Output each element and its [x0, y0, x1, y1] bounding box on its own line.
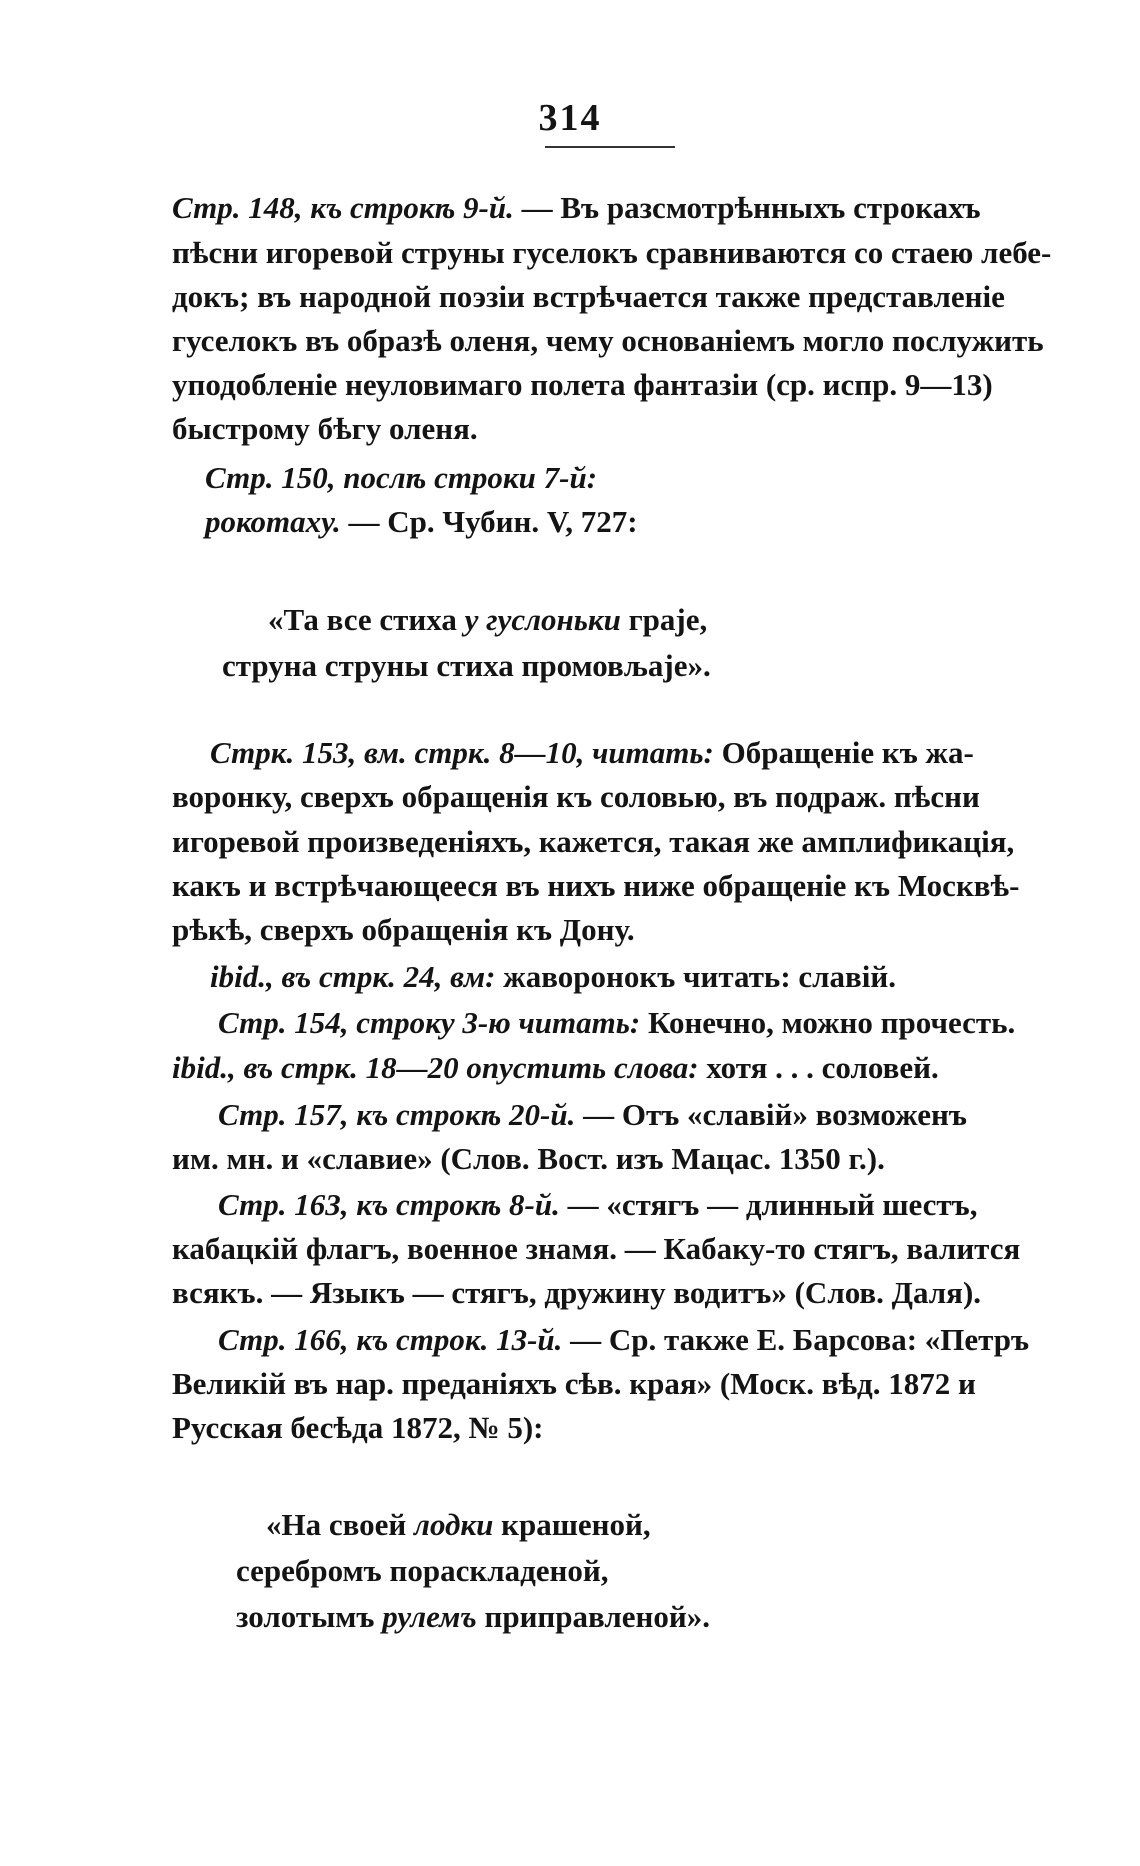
text-text: игоревой произведеніяхъ, кажется, такая же амплификація, — [172, 824, 1015, 859]
text-ital: Стр. 157, къ строкѣ 20-й. — [218, 1097, 576, 1132]
text-text: — Отъ «славій» возможенъ — [575, 1097, 967, 1132]
verse-line — [236, 1551, 609, 1591]
text-line — [172, 1273, 981, 1313]
text-ital: Стр. 166, къ строк. 13-й. — [218, 1322, 563, 1357]
text-ital: Стр. 150, послѣ строки 7-й: — [205, 460, 598, 495]
text-line — [172, 188, 981, 228]
text-line — [172, 1048, 939, 1088]
text-line — [210, 957, 896, 997]
text-line — [172, 277, 1005, 317]
header-rule — [545, 146, 675, 148]
text-line — [172, 321, 1044, 361]
verse-pre: золотымъ — [236, 1599, 383, 1634]
verse-post: граје, — [620, 602, 708, 637]
text-text: всякъ. — Языкъ — стягъ, дружину водитъ» (Слов. Даля). — [172, 1275, 982, 1310]
text-text: — Ср. также Е. Барсова: «Петръ — [562, 1322, 1030, 1357]
text-ital: Стр. 154, строку 3-ю читать: — [218, 1005, 641, 1040]
verse-post: приправленой». — [476, 1599, 710, 1634]
verse-line — [268, 600, 707, 640]
verse-line — [266, 1505, 651, 1545]
text-text: пѣсни игоревой струны гуселокъ сравниваются со стаею лебе- — [172, 235, 1052, 270]
text-line — [172, 777, 980, 817]
text-text: гуселокъ въ образѣ оленя, чему основаніемъ могло послужить — [172, 323, 1044, 358]
text-line — [172, 233, 1051, 273]
text-text: уподобленіе неуловимаго полета фантазіи (ср. испр. 9—13) — [172, 367, 993, 402]
verse-post: крашеной, — [493, 1507, 651, 1542]
verse-ital: рулемъ — [382, 1599, 477, 1634]
text-text: — Въ разсмотрѣнныхъ строкахъ — [513, 190, 981, 225]
text-line — [172, 910, 635, 950]
text-line — [205, 458, 597, 498]
text-text: Обращеніе къ жа- — [713, 735, 974, 770]
text-ital: ibid., въ стрк. 18—20 опустить слова: — [172, 1050, 699, 1085]
text-text: докъ; въ народной поэзіи встрѣчается также представленіе — [172, 279, 1005, 314]
text-text: быстрому бѣгу оленя. — [172, 411, 478, 446]
verse-line — [222, 646, 711, 686]
text-text: Конечно, можно прочесть. — [640, 1005, 1016, 1040]
text-line — [172, 1139, 885, 1179]
text-line — [218, 1095, 967, 1135]
text-text: кабацкій флагъ, военное знамя. — Кабаку-то стягъ, валится — [172, 1231, 1021, 1266]
text-ital: Стр. 148, къ строкѣ 9-й. — [172, 190, 514, 225]
text-ital: рокотаху. — [205, 504, 341, 539]
text-line — [218, 1003, 1015, 1043]
text-text: — «стягъ — длинный шестъ, — [559, 1187, 978, 1222]
text-text: жаворонокъ читать: славій. — [495, 959, 897, 994]
verse-ital: лодки — [414, 1507, 494, 1542]
text-line — [172, 1408, 544, 1448]
text-ital: ibid., въ стрк. 24, вм: — [210, 959, 496, 994]
page-number: 314 — [538, 97, 602, 139]
verse-line — [236, 1597, 710, 1637]
text-text: какъ и встрѣчающееся въ нихъ ниже обращеніе къ Москвѣ- — [172, 868, 1020, 903]
verse-pre: серебромъ пораскладеной, — [236, 1553, 609, 1588]
text-line — [172, 1364, 976, 1404]
text-line — [218, 1185, 977, 1225]
text-ital: Стрк. 153, вм. стрк. 8—10, читать: — [210, 735, 714, 770]
verse-pre: струна струны стиха промовљаје». — [222, 648, 711, 683]
text-text: — Ср. Чубин. V, 727: — [340, 504, 638, 539]
text-text: рѣкѣ, сверхъ обращенія къ Дону. — [172, 912, 635, 947]
text-text: хотя . . . соловей. — [698, 1050, 939, 1085]
text-line — [205, 502, 638, 542]
text-line — [172, 866, 1019, 906]
text-line — [172, 409, 478, 449]
text-line — [210, 733, 974, 773]
verse-pre: «Та все стиха — [268, 602, 465, 637]
text-text: Великій въ нар. преданіяхъ сѣв. края» (Моск. вѣд. 1872 и — [172, 1366, 976, 1401]
text-text: воронку, сверхъ обращенія къ соловью, въ подраж. пѣсни — [172, 779, 980, 814]
verse-ital: у гуслоньки — [464, 602, 621, 637]
text-ital: Стр. 163, къ строкѣ 8-й. — [218, 1187, 560, 1222]
verse-pre: «На своей — [266, 1507, 415, 1542]
text-text: Русская бесѣда 1872, № 5): — [172, 1410, 544, 1445]
text-line — [172, 1229, 1020, 1269]
text-text: им. мн. и «славие» (Слов. Вост. изъ Мацас. 1350 г.). — [172, 1141, 885, 1176]
text-line — [172, 365, 993, 405]
text-line — [172, 822, 1014, 862]
text-line — [218, 1320, 1029, 1360]
